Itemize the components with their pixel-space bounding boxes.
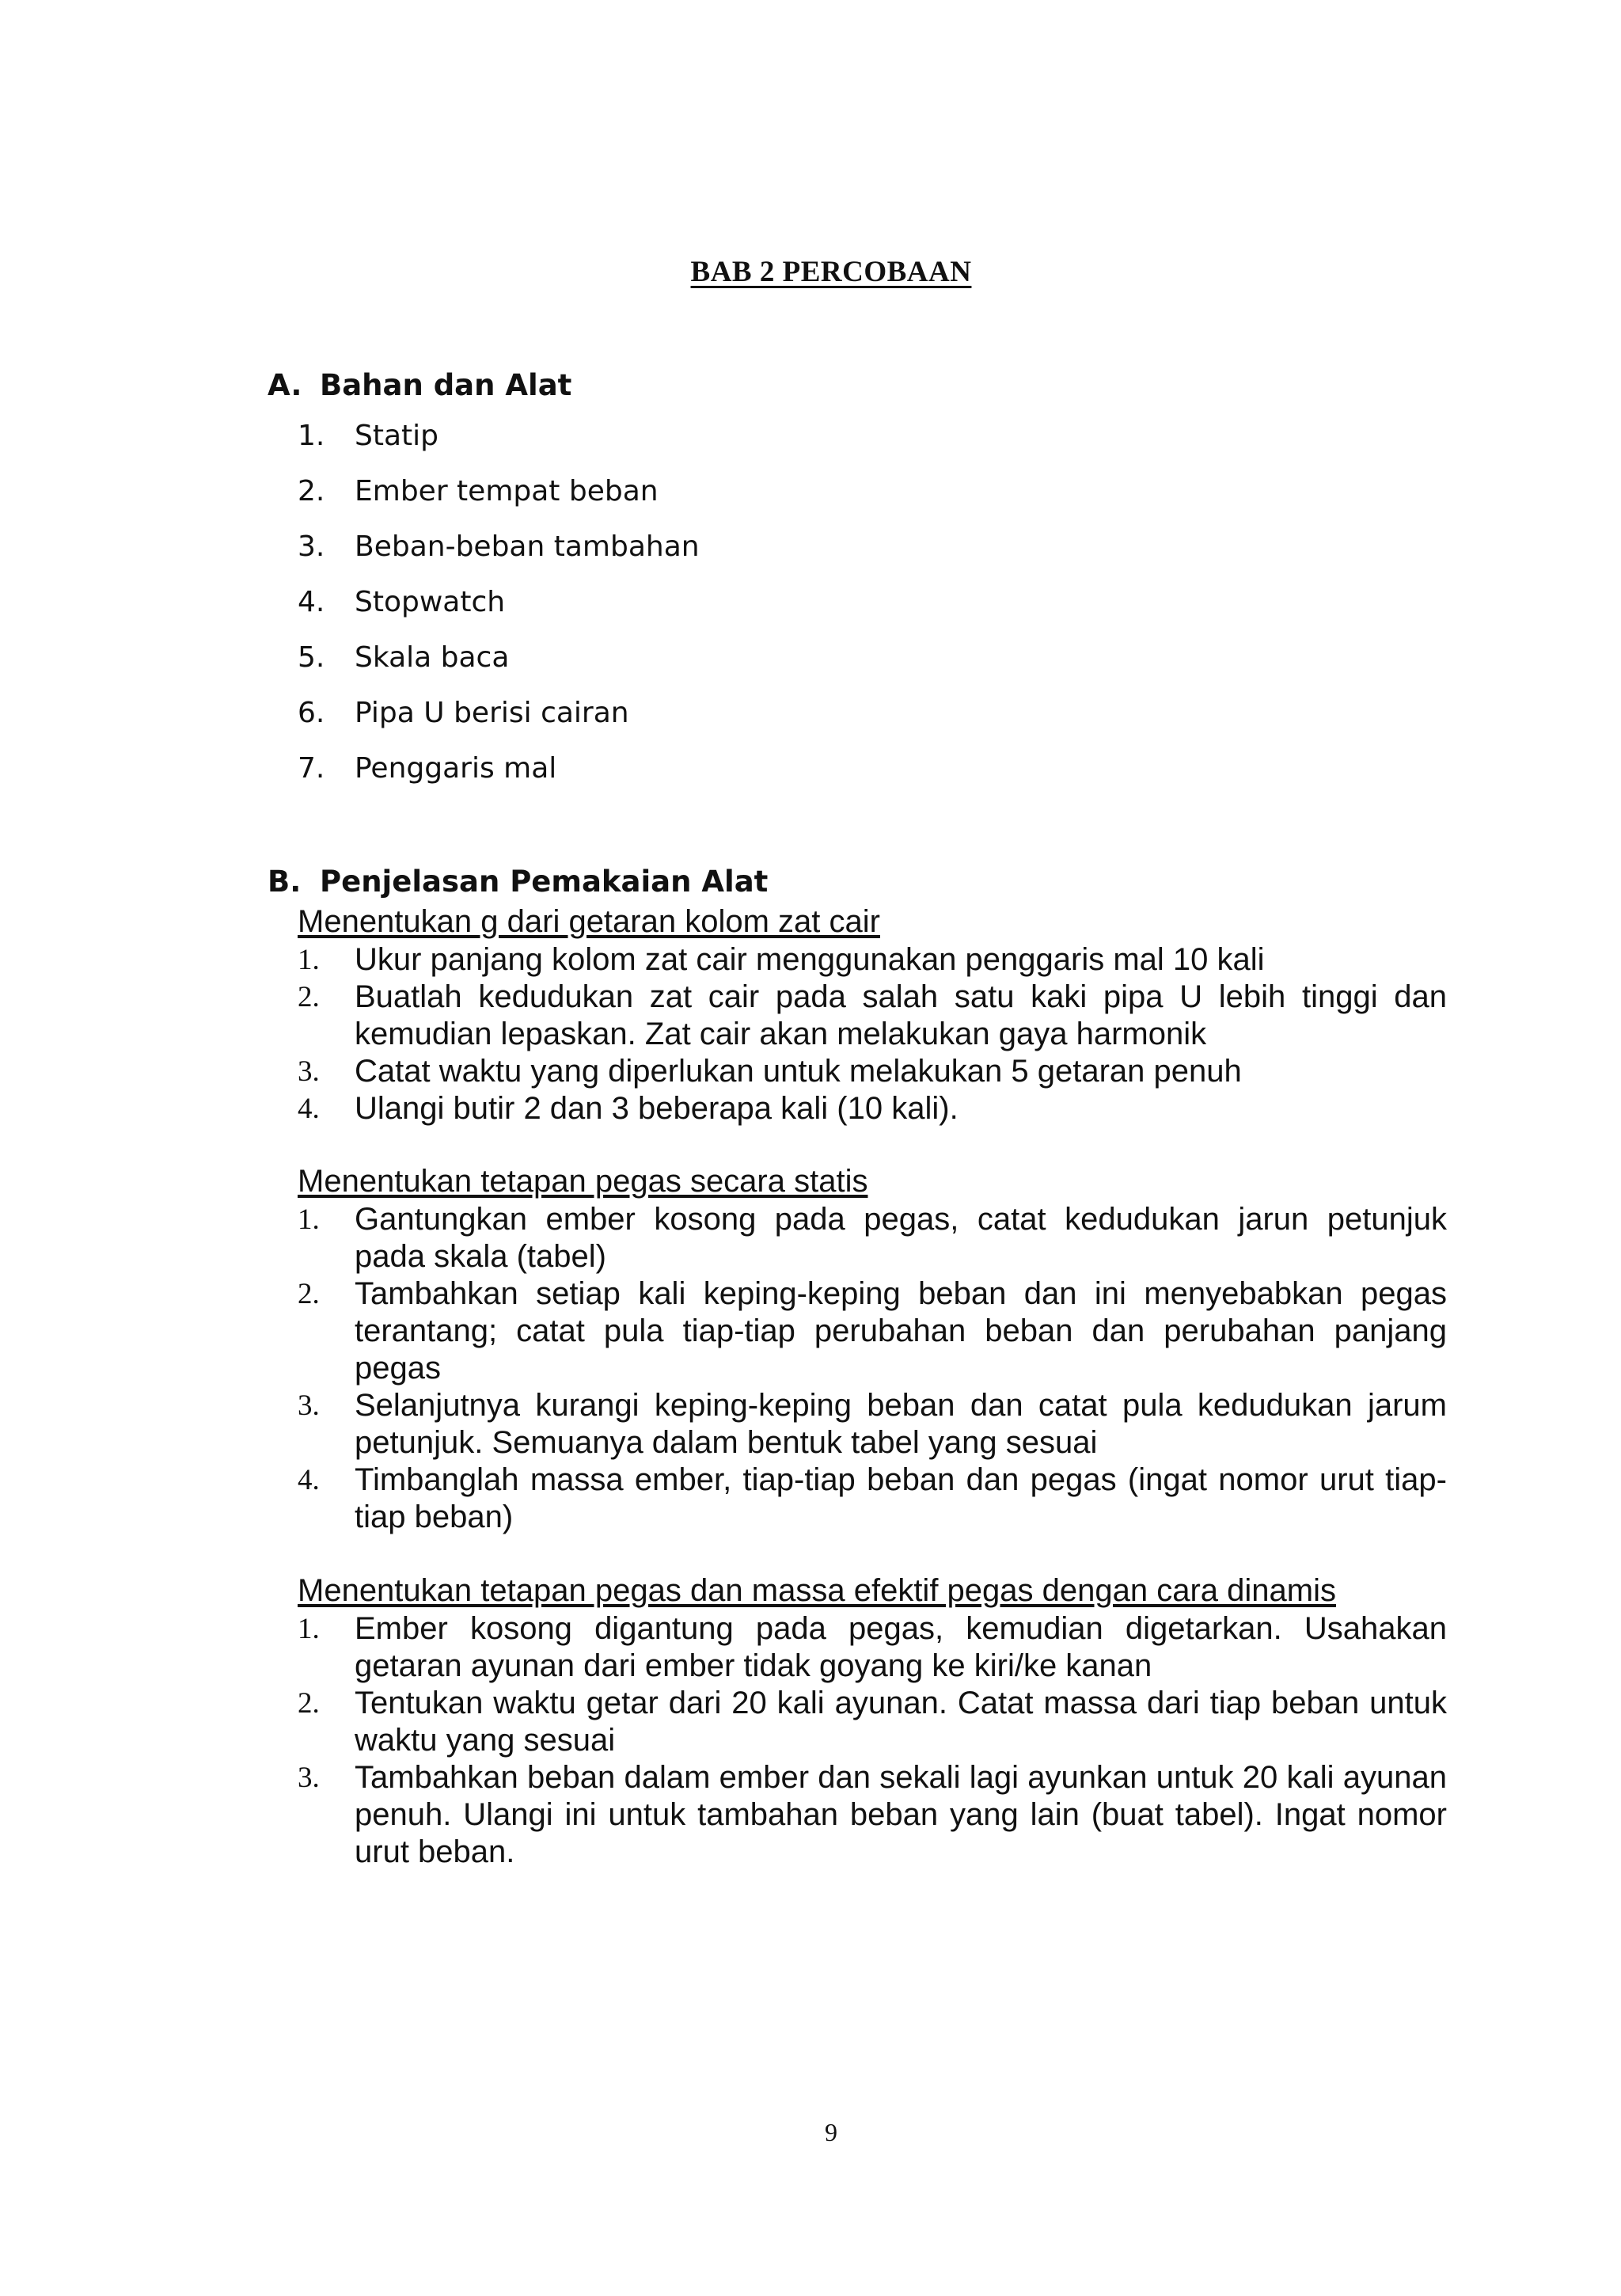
- list-item-text: Stopwatch: [355, 585, 506, 618]
- section-a-letter: A.: [268, 368, 302, 402]
- step-text: Catat waktu yang diperlukan untuk melakukan 5 getaran penuh: [355, 1054, 1242, 1089]
- list-item: [298, 685, 700, 740]
- list-item-number: 7.: [298, 751, 325, 785]
- list-item-number: 5.: [298, 641, 325, 674]
- list-item-text: Statip: [355, 419, 438, 452]
- step-text: Tambahkan beban dalam ember dan sekali lagi ayunkan untuk 20 kali ayunan penuh. Ulangi ini untuk tambahan beban yang lain (buat tabel). Ingat nomor urut beban.: [355, 1760, 1447, 1869]
- chapter-title: BAB 2 PERCOBAAN: [690, 256, 972, 288]
- list-item: [298, 1201, 1447, 1275]
- tools-list: [298, 408, 700, 796]
- step-number: 4.: [298, 1464, 320, 1496]
- step-number: 1.: [298, 1613, 320, 1645]
- list-item-number: 3.: [298, 530, 325, 563]
- list-item: [298, 519, 700, 574]
- steps-list-static-spring: [298, 1201, 1447, 1536]
- step-number: 2.: [298, 1687, 320, 1720]
- list-item: [298, 1610, 1447, 1685]
- list-item-number: 1.: [298, 419, 325, 452]
- page-number: 9: [825, 2118, 837, 2146]
- subsection-heading-static-spring: Menentukan tetapan pegas secara statis: [298, 1164, 868, 1199]
- list-item-number: 4.: [298, 585, 325, 618]
- step-text: Buatlah kedudukan zat cair pada salah satu kaki pipa U lebih tinggi dan kemudian lepaskan. Zat cair akan melakukan gaya harmonik: [355, 979, 1447, 1051]
- list-item: [298, 1090, 1447, 1127]
- step-text: Gantungkan ember kosong pada pegas, catat kedudukan jarun petunjuk pada skala (tabel): [355, 1202, 1447, 1274]
- step-text: Ulangi butir 2 dan 3 beberapa kali (10 kali).: [355, 1091, 959, 1126]
- list-item-number: 6.: [298, 696, 325, 729]
- step-number: 1.: [298, 944, 320, 976]
- step-text: Tentukan waktu getar dari 20 kali ayunan. Catat massa dari tiap beban untuk waktu yang sesuai: [355, 1686, 1447, 1758]
- step-text: Ukur panjang kolom zat cair menggunakan penggaris mal 10 kali: [355, 942, 1265, 977]
- step-text: Tambahkan setiap kali keping-keping beban dan ini menyebabkan pegas terantang; catat pula tiap-tiap perubahan beban dan perubahan panjang pegas: [355, 1276, 1447, 1386]
- list-item: [298, 1387, 1447, 1462]
- list-item-text: Penggaris mal: [355, 751, 557, 785]
- list-item: [298, 740, 700, 796]
- list-item: [298, 1053, 1447, 1090]
- section-a-heading: [268, 368, 571, 402]
- list-item: [298, 1759, 1447, 1871]
- list-item: [298, 408, 700, 463]
- section-b-heading: [268, 865, 768, 899]
- steps-list-liquid-column: [298, 941, 1447, 1127]
- step-number: 2.: [298, 981, 320, 1013]
- list-item-text: Ember tempat beban: [355, 474, 659, 507]
- list-item-text: Beban-beban tambahan: [355, 530, 700, 563]
- step-text: Timbanglah massa ember, tiap-tiap beban dan pegas (ingat nomor urut tiap-tiap beban): [355, 1462, 1447, 1534]
- step-number: 4.: [298, 1093, 320, 1125]
- section-a-title: Bahan dan Alat: [320, 368, 572, 402]
- section-b-letter: B.: [268, 865, 302, 899]
- step-number: 2.: [298, 1278, 320, 1310]
- list-item-text: Pipa U berisi cairan: [355, 696, 629, 729]
- subsection-heading-dynamic-spring: Menentukan tetapan pegas dan massa efektif pegas dengan cara dinamis: [298, 1573, 1336, 1608]
- list-item: [298, 1685, 1447, 1759]
- list-item: [298, 941, 1447, 979]
- list-item-number: 2.: [298, 474, 325, 507]
- list-item: [298, 629, 700, 685]
- list-item: [298, 574, 700, 629]
- step-number: 3.: [298, 1055, 320, 1088]
- step-text: Selanjutnya kurangi keping-keping beban dan catat pula kedudukan jarum petunjuk. Semuanya dalam bentuk tabel yang sesuai: [355, 1388, 1447, 1460]
- step-number: 3.: [298, 1389, 320, 1422]
- steps-list-dynamic-spring: [298, 1610, 1447, 1871]
- list-item-text: Skala baca: [355, 641, 510, 674]
- step-number: 1.: [298, 1203, 320, 1236]
- subsection-heading-liquid-column: Menentukan g dari getaran kolom zat cair: [298, 904, 880, 939]
- list-item: [298, 463, 700, 519]
- step-text: Ember kosong digantung pada pegas, kemudian digetarkan. Usahakan getaran ayunan dari ember tidak goyang ke kiri/ke kanan: [355, 1611, 1447, 1683]
- list-item: [298, 1275, 1447, 1387]
- list-item: [298, 979, 1447, 1053]
- section-b-title: Penjelasan Pemakaian Alat: [320, 865, 769, 899]
- list-item: [298, 1462, 1447, 1536]
- step-number: 3.: [298, 1762, 320, 1794]
